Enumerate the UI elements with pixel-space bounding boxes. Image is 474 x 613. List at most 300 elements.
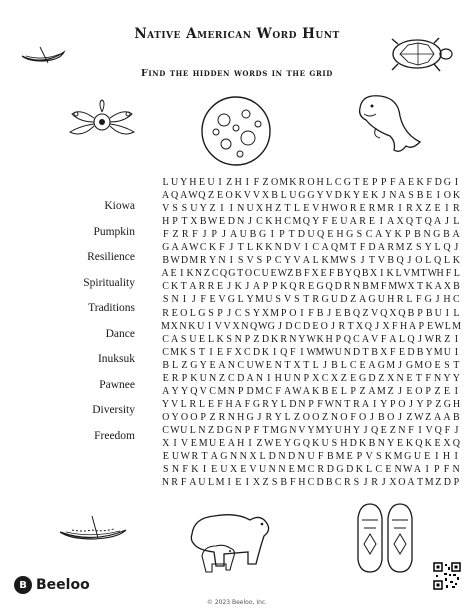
- grid-letter[interactable]: J: [369, 411, 374, 423]
- grid-letter[interactable]: Y: [199, 203, 207, 215]
- grid-letter[interactable]: R: [344, 281, 351, 293]
- grid-letter[interactable]: E: [211, 464, 218, 476]
- grid-letter[interactable]: A: [302, 385, 310, 397]
- grid-letter[interactable]: M: [424, 477, 434, 489]
- grid-letter[interactable]: L: [280, 190, 287, 202]
- grid-letter[interactable]: F: [304, 268, 310, 280]
- grid-letter[interactable]: O: [244, 268, 253, 280]
- grid-letter[interactable]: P: [271, 281, 278, 293]
- grid-letter[interactable]: E: [288, 464, 295, 476]
- grid-letter[interactable]: N: [227, 385, 235, 397]
- grid-letter[interactable]: D: [302, 320, 311, 332]
- grid-letter[interactable]: N: [218, 255, 226, 267]
- grid-letter[interactable]: G: [267, 320, 275, 332]
- grid-letter[interactable]: J: [227, 307, 232, 319]
- grid-letter[interactable]: M: [388, 281, 398, 293]
- grid-letter[interactable]: I: [398, 203, 402, 215]
- grid-letter[interactable]: Q: [424, 216, 432, 228]
- grid-letter[interactable]: G: [321, 294, 329, 306]
- grid-letter[interactable]: M: [376, 385, 386, 397]
- grid-letter[interactable]: A: [218, 359, 226, 371]
- grid-letter[interactable]: A: [227, 438, 235, 449]
- grid-letter[interactable]: U: [171, 451, 180, 463]
- grid-letter[interactable]: D: [237, 372, 245, 384]
- grid-letter[interactable]: X: [396, 216, 404, 228]
- grid-letter[interactable]: N: [239, 451, 247, 463]
- grid-letter[interactable]: C: [227, 372, 235, 384]
- grid-letter[interactable]: L: [453, 268, 460, 280]
- grid-letter[interactable]: Z: [218, 372, 225, 384]
- grid-letter[interactable]: C: [321, 372, 329, 384]
- grid-letter[interactable]: J: [398, 411, 403, 423]
- grid-letter[interactable]: I: [220, 203, 224, 215]
- grid-letter[interactable]: R: [387, 242, 395, 254]
- grid-letter[interactable]: P: [244, 333, 251, 345]
- grid-letter[interactable]: J: [454, 424, 459, 436]
- grid-letter[interactable]: J: [360, 255, 365, 267]
- grid-letter[interactable]: L: [284, 411, 291, 423]
- grid-letter[interactable]: Q: [219, 268, 228, 280]
- grid-letter[interactable]: S: [172, 203, 178, 215]
- grid-letter[interactable]: C: [452, 294, 460, 306]
- grid-letter[interactable]: N: [330, 411, 339, 423]
- grid-letter[interactable]: G: [298, 190, 306, 202]
- grid-letter[interactable]: O: [307, 177, 315, 188]
- grid-letter[interactable]: K: [316, 333, 324, 345]
- grid-letter[interactable]: P: [237, 385, 244, 397]
- grid-letter[interactable]: D: [268, 451, 276, 463]
- grid-letter[interactable]: Y: [199, 359, 207, 371]
- grid-letter[interactable]: Y: [161, 398, 170, 410]
- grid-letter[interactable]: P: [356, 451, 363, 463]
- grid-letter[interactable]: N: [268, 464, 276, 476]
- grid-letter[interactable]: G: [405, 359, 414, 371]
- grid-letter[interactable]: M: [170, 346, 180, 358]
- grid-letter[interactable]: A: [161, 190, 170, 202]
- grid-letter[interactable]: N: [171, 464, 180, 476]
- grid-letter[interactable]: U: [289, 190, 297, 202]
- grid-letter[interactable]: Q: [396, 255, 404, 267]
- grid-letter[interactable]: W: [258, 320, 268, 332]
- grid-letter[interactable]: E: [331, 216, 338, 228]
- grid-letter[interactable]: E: [218, 216, 225, 228]
- grid-letter[interactable]: U: [258, 464, 267, 476]
- grid-letter[interactable]: A: [180, 242, 189, 254]
- grid-letter[interactable]: Y: [352, 190, 361, 202]
- grid-letter[interactable]: S: [416, 242, 422, 254]
- grid-letter[interactable]: T: [180, 281, 187, 293]
- grid-letter[interactable]: D: [434, 177, 442, 188]
- grid-letter[interactable]: B: [325, 477, 333, 489]
- grid-letter[interactable]: F: [244, 398, 251, 410]
- grid-letter[interactable]: M: [315, 424, 325, 436]
- grid-letter[interactable]: N: [208, 372, 217, 384]
- grid-letter[interactable]: L: [444, 320, 451, 332]
- grid-letter[interactable]: M: [393, 451, 403, 463]
- grid-letter[interactable]: T: [420, 268, 427, 280]
- grid-letter[interactable]: I: [454, 333, 459, 345]
- grid-letter[interactable]: F: [253, 424, 260, 436]
- grid-letter[interactable]: K: [188, 320, 196, 332]
- grid-letter[interactable]: N: [255, 372, 264, 384]
- grid-letter[interactable]: J: [202, 229, 207, 241]
- grid-letter[interactable]: E: [362, 190, 369, 202]
- grid-letter[interactable]: N: [452, 464, 460, 476]
- grid-letter[interactable]: B: [199, 216, 207, 228]
- grid-letter[interactable]: E: [426, 190, 433, 202]
- grid-letter[interactable]: O: [415, 385, 423, 397]
- grid-letter[interactable]: P: [425, 385, 431, 397]
- grid-letter[interactable]: U: [334, 346, 342, 358]
- grid-letter[interactable]: R: [371, 477, 378, 489]
- grid-letter[interactable]: H: [298, 477, 306, 489]
- grid-letter[interactable]: M: [254, 385, 264, 397]
- grid-letter[interactable]: N: [298, 398, 306, 410]
- grid-letter[interactable]: W: [397, 281, 407, 293]
- grid-letter[interactable]: E: [209, 294, 216, 306]
- grid-letter[interactable]: N: [343, 346, 351, 358]
- grid-letter[interactable]: V: [218, 294, 226, 306]
- grid-letter[interactable]: D: [326, 464, 334, 476]
- grid-letter[interactable]: N: [179, 320, 187, 332]
- grid-letter[interactable]: M: [335, 451, 345, 463]
- grid-letter[interactable]: G: [198, 307, 206, 319]
- grid-letter[interactable]: V: [312, 203, 320, 215]
- grid-letter[interactable]: Z: [350, 294, 357, 306]
- grid-letter[interactable]: P: [200, 411, 206, 423]
- grid-letter[interactable]: V: [162, 203, 170, 215]
- grid-letter[interactable]: U: [208, 438, 217, 449]
- grid-letter[interactable]: X: [261, 190, 270, 202]
- grid-letter[interactable]: Z: [287, 268, 294, 280]
- grid-letter[interactable]: G: [220, 451, 228, 463]
- grid-letter[interactable]: U: [283, 372, 292, 384]
- grid-letter[interactable]: F: [443, 464, 450, 476]
- grid-letter[interactable]: N: [394, 464, 402, 476]
- grid-letter[interactable]: R: [317, 464, 324, 476]
- grid-letter[interactable]: F: [380, 333, 387, 345]
- grid-letter[interactable]: H: [443, 294, 451, 306]
- grid-letter[interactable]: Y: [424, 242, 432, 254]
- grid-letter[interactable]: E: [434, 203, 441, 215]
- grid-letter[interactable]: J: [363, 477, 368, 489]
- grid-letter[interactable]: C: [162, 333, 169, 345]
- grid-letter[interactable]: M: [270, 307, 280, 319]
- grid-letter[interactable]: N: [274, 359, 282, 371]
- grid-letter[interactable]: B: [280, 477, 288, 489]
- grid-letter[interactable]: Z: [425, 203, 432, 215]
- grid-letter[interactable]: K: [265, 216, 273, 228]
- grid-letter[interactable]: U: [340, 216, 348, 228]
- grid-letter[interactable]: Q: [198, 190, 206, 202]
- grid-letter[interactable]: D: [227, 216, 235, 228]
- grid-letter[interactable]: S: [294, 294, 300, 306]
- grid-letter[interactable]: I: [436, 190, 440, 202]
- grid-letter[interactable]: W: [306, 333, 316, 345]
- grid-letter[interactable]: O: [358, 411, 367, 423]
- grid-letter[interactable]: X: [407, 281, 415, 293]
- grid-letter[interactable]: D: [316, 477, 324, 489]
- grid-letter[interactable]: X: [330, 372, 339, 384]
- grid-letter[interactable]: O: [271, 177, 279, 188]
- grid-letter[interactable]: N: [229, 451, 238, 463]
- grid-letter[interactable]: Y: [384, 229, 393, 241]
- grid-letter[interactable]: Q: [364, 320, 372, 332]
- grid-letter[interactable]: M: [198, 438, 208, 449]
- grid-letter[interactable]: S: [180, 333, 187, 345]
- grid-letter[interactable]: X: [415, 203, 423, 215]
- grid-letter[interactable]: W: [188, 190, 198, 202]
- grid-letter[interactable]: R: [262, 398, 269, 410]
- grid-letter[interactable]: R: [349, 203, 357, 215]
- grid-letter[interactable]: C: [234, 307, 242, 319]
- grid-letter[interactable]: J: [375, 320, 380, 332]
- grid-letter[interactable]: U: [307, 229, 315, 241]
- grid-letter[interactable]: G: [225, 424, 233, 436]
- grid-letter[interactable]: X: [382, 320, 390, 332]
- grid-letter[interactable]: W: [427, 268, 438, 280]
- grid-letter[interactable]: B: [162, 359, 170, 371]
- grid-letter[interactable]: Z: [256, 438, 263, 449]
- grid-letter[interactable]: M: [279, 177, 289, 188]
- grid-letter[interactable]: N: [234, 333, 242, 345]
- grid-letter[interactable]: N: [289, 333, 297, 345]
- grid-letter[interactable]: E: [327, 229, 334, 241]
- grid-letter[interactable]: K: [312, 385, 320, 397]
- grid-letter[interactable]: K: [321, 255, 329, 267]
- grid-letter[interactable]: R: [396, 294, 404, 306]
- grid-letter[interactable]: K: [261, 346, 270, 358]
- grid-letter[interactable]: F: [350, 411, 356, 423]
- grid-letter[interactable]: K: [358, 438, 367, 449]
- grid-letter[interactable]: J: [323, 359, 328, 371]
- grid-letter[interactable]: Z: [262, 177, 269, 188]
- grid-letter[interactable]: Z: [293, 411, 300, 423]
- grid-letter[interactable]: P: [350, 385, 356, 397]
- grid-letter[interactable]: S: [237, 255, 244, 267]
- grid-letter[interactable]: P: [262, 281, 269, 293]
- grid-letter[interactable]: L: [398, 333, 405, 345]
- grid-letter[interactable]: A: [161, 268, 169, 280]
- grid-letter[interactable]: Q: [407, 333, 415, 345]
- grid-letter[interactable]: R: [387, 203, 395, 215]
- grid-letter[interactable]: S: [353, 477, 360, 489]
- grid-letter[interactable]: F: [390, 346, 396, 358]
- grid-letter[interactable]: G: [293, 438, 301, 449]
- grid-letter[interactable]: E: [434, 438, 441, 449]
- grid-letter[interactable]: I: [372, 398, 377, 410]
- grid-letter[interactable]: P: [217, 307, 223, 319]
- grid-letter[interactable]: D: [368, 242, 376, 254]
- grid-letter[interactable]: Q: [352, 307, 361, 319]
- grid-letter[interactable]: G: [443, 398, 451, 410]
- grid-letter[interactable]: I: [435, 451, 439, 463]
- grid-letter[interactable]: O: [162, 411, 170, 423]
- grid-letter[interactable]: A: [189, 477, 197, 489]
- grid-letter[interactable]: N: [234, 424, 242, 436]
- grid-letter[interactable]: F: [217, 398, 223, 410]
- grid-letter[interactable]: X: [355, 320, 364, 332]
- grid-letter[interactable]: L: [280, 398, 287, 410]
- grid-letter[interactable]: W: [424, 333, 435, 345]
- grid-letter[interactable]: Y: [180, 177, 188, 188]
- grid-letter[interactable]: D: [246, 385, 254, 397]
- grid-letter[interactable]: H: [340, 438, 348, 449]
- grid-letter[interactable]: Y: [380, 398, 388, 410]
- grid-letter[interactable]: D: [285, 320, 293, 332]
- grid-letter[interactable]: Y: [312, 216, 320, 228]
- grid-letter[interactable]: U: [307, 451, 315, 463]
- grid-letter[interactable]: W: [292, 385, 302, 397]
- grid-letter[interactable]: J: [248, 216, 253, 228]
- grid-letter[interactable]: R: [434, 333, 442, 345]
- grid-letter[interactable]: C: [209, 385, 216, 397]
- grid-letter[interactable]: G: [246, 411, 254, 423]
- grid-letter[interactable]: V: [403, 268, 411, 280]
- grid-letter[interactable]: J: [407, 255, 412, 267]
- grid-letter[interactable]: E: [198, 333, 205, 345]
- grid-letter[interactable]: Q: [280, 346, 288, 358]
- grid-letter[interactable]: A: [375, 229, 383, 241]
- grid-letter[interactable]: I: [454, 346, 459, 358]
- grid-letter[interactable]: X: [389, 477, 397, 489]
- grid-letter[interactable]: N: [274, 242, 282, 254]
- grid-letter[interactable]: N: [377, 438, 385, 449]
- grid-letter[interactable]: C: [256, 216, 263, 228]
- grid-letter[interactable]: R: [181, 229, 189, 241]
- grid-letter[interactable]: Y: [387, 438, 395, 449]
- grid-letter[interactable]: J: [454, 242, 459, 254]
- grid-letter[interactable]: F: [445, 268, 452, 280]
- grid-letter[interactable]: U: [207, 177, 215, 188]
- grid-letter[interactable]: K: [425, 281, 433, 293]
- grid-letter[interactable]: L: [189, 424, 196, 436]
- grid-letter[interactable]: M: [376, 203, 386, 215]
- grid-letter[interactable]: Z: [207, 424, 215, 436]
- grid-letter[interactable]: U: [189, 333, 197, 345]
- grid-letter[interactable]: M: [189, 255, 199, 267]
- grid-letter[interactable]: I: [218, 177, 222, 188]
- grid-letter[interactable]: I: [300, 307, 304, 319]
- grid-letter[interactable]: V: [425, 424, 433, 436]
- grid-letter[interactable]: N: [278, 464, 286, 476]
- grid-letter[interactable]: I: [173, 438, 177, 449]
- grid-letter[interactable]: C: [284, 216, 291, 228]
- grid-letter[interactable]: X: [389, 307, 397, 319]
- grid-letter[interactable]: D: [288, 451, 296, 463]
- grid-letter[interactable]: E: [217, 346, 224, 358]
- grid-letter[interactable]: T: [303, 359, 310, 371]
- grid-letter[interactable]: T: [344, 398, 351, 410]
- grid-letter[interactable]: L: [247, 242, 254, 254]
- grid-letter[interactable]: X: [170, 320, 178, 332]
- grid-letter[interactable]: B: [316, 307, 324, 319]
- grid-letter[interactable]: E: [359, 359, 366, 371]
- grid-letter[interactable]: A: [398, 190, 406, 202]
- grid-letter[interactable]: F: [192, 229, 198, 241]
- grid-letter[interactable]: H: [237, 438, 245, 449]
- grid-letter[interactable]: T: [353, 177, 360, 188]
- grid-letter[interactable]: Z: [262, 477, 269, 489]
- grid-letter[interactable]: U: [265, 294, 273, 306]
- grid-letter[interactable]: S: [256, 255, 263, 267]
- grid-letter[interactable]: K: [416, 177, 424, 188]
- grid-letter[interactable]: E: [198, 177, 205, 188]
- grid-letter[interactable]: U: [334, 424, 342, 436]
- grid-letter[interactable]: E: [427, 320, 434, 332]
- grid-letter[interactable]: B: [453, 281, 460, 293]
- grid-letter[interactable]: K: [405, 438, 414, 449]
- grid-letter[interactable]: Q: [433, 255, 442, 267]
- grid-letter[interactable]: F: [317, 398, 323, 410]
- grid-letter[interactable]: D: [283, 242, 292, 254]
- grid-letter[interactable]: C: [274, 255, 282, 267]
- grid-letter[interactable]: F: [200, 294, 206, 306]
- grid-letter[interactable]: E: [303, 203, 310, 215]
- grid-letter[interactable]: A: [361, 398, 370, 410]
- grid-letter[interactable]: I: [245, 177, 250, 188]
- grid-letter[interactable]: H: [189, 177, 197, 188]
- grid-letter[interactable]: X: [234, 346, 242, 358]
- grid-letter[interactable]: L: [395, 268, 402, 280]
- grid-letter[interactable]: I: [454, 177, 459, 188]
- grid-letter[interactable]: W: [434, 320, 444, 332]
- grid-letter[interactable]: B: [452, 411, 460, 423]
- grid-letter[interactable]: L: [312, 359, 319, 371]
- grid-letter[interactable]: I: [248, 438, 252, 449]
- grid-letter[interactable]: V: [249, 464, 257, 476]
- grid-letter[interactable]: P: [266, 255, 272, 267]
- grid-letter[interactable]: Z: [362, 307, 369, 319]
- grid-letter[interactable]: E: [217, 190, 224, 202]
- grid-letter[interactable]: H: [436, 268, 444, 280]
- grid-letter[interactable]: W: [306, 346, 316, 358]
- grid-letter[interactable]: H: [234, 177, 242, 188]
- grid-letter[interactable]: Z: [340, 372, 347, 384]
- grid-letter[interactable]: M: [414, 359, 424, 371]
- grid-letter[interactable]: J: [331, 320, 335, 332]
- grid-letter[interactable]: Z: [203, 268, 210, 280]
- grid-letter[interactable]: A: [162, 385, 170, 397]
- grid-letter[interactable]: B: [295, 268, 302, 280]
- grid-letter[interactable]: R: [218, 411, 226, 423]
- grid-letter[interactable]: Y: [352, 424, 361, 436]
- grid-letter[interactable]: Z: [389, 424, 396, 436]
- grid-letter[interactable]: F: [180, 477, 187, 489]
- grid-letter[interactable]: Q: [434, 424, 442, 436]
- grid-letter[interactable]: C: [312, 242, 320, 254]
- grid-letter[interactable]: A: [408, 320, 417, 332]
- grid-letter[interactable]: G: [280, 424, 288, 436]
- grid-letter[interactable]: C: [365, 229, 373, 241]
- grid-letter[interactable]: P: [380, 177, 387, 188]
- grid-letter[interactable]: R: [191, 451, 199, 463]
- grid-letter[interactable]: O: [225, 190, 233, 202]
- grid-letter[interactable]: I: [202, 464, 207, 476]
- grid-letter[interactable]: R: [406, 203, 413, 215]
- grid-letter[interactable]: C: [294, 320, 302, 332]
- grid-letter[interactable]: V: [371, 333, 379, 345]
- grid-letter[interactable]: E: [385, 464, 392, 476]
- grid-letter[interactable]: M: [433, 346, 443, 358]
- grid-letter[interactable]: R: [280, 333, 288, 345]
- grid-letter[interactable]: E: [331, 385, 338, 397]
- grid-letter[interactable]: X: [369, 268, 378, 280]
- grid-letter[interactable]: A: [389, 333, 397, 345]
- grid-letter[interactable]: C: [334, 477, 342, 489]
- grid-letter[interactable]: E: [171, 307, 178, 319]
- grid-letter[interactable]: Z: [444, 333, 451, 345]
